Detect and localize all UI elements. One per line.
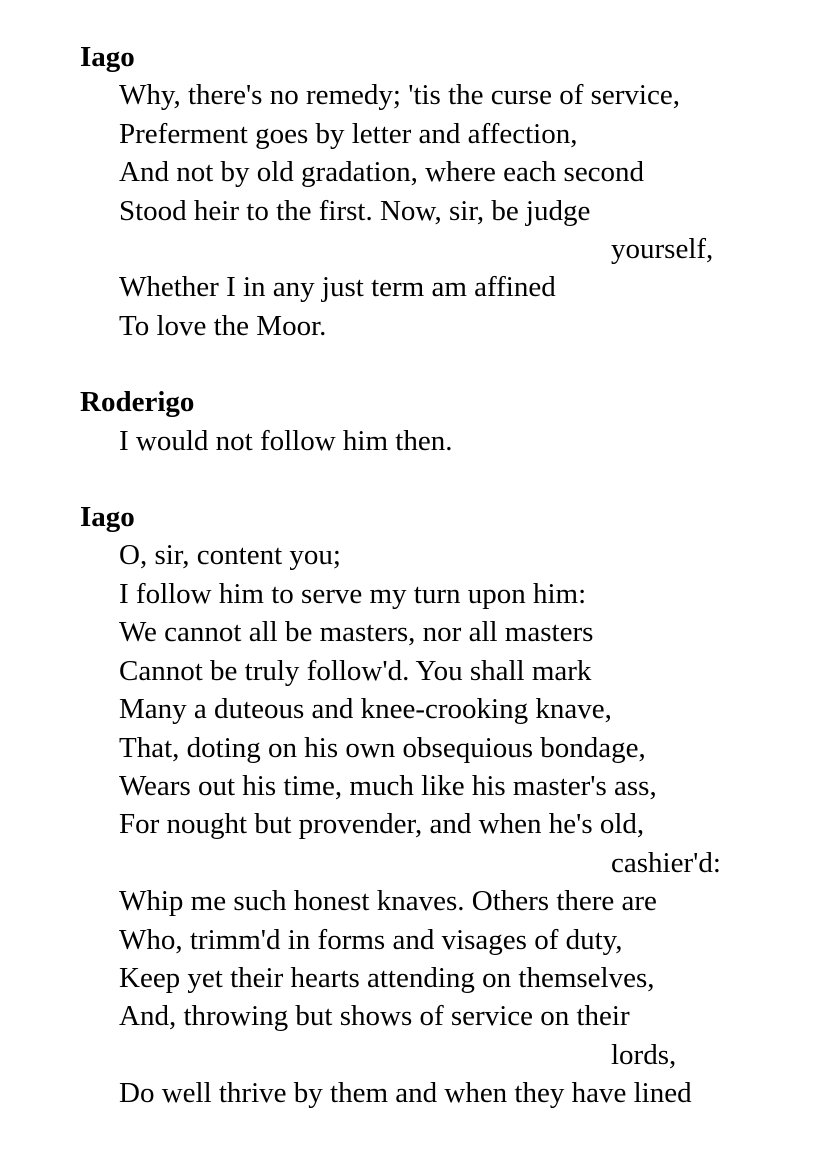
verse-line: That, doting on his own obsequious bondage, — [119, 731, 646, 764]
verse-line: Cannot be truly follow'd. You shall mark — [119, 654, 592, 687]
verse-line: Keep yet their hearts attending on themselves, — [119, 961, 655, 994]
verse-line: To love the Moor. — [119, 309, 327, 342]
speaker-name: Roderigo — [80, 386, 195, 419]
verse-line: Preferment goes by letter and affection, — [119, 117, 578, 150]
script-text — [0, 38, 827, 1151]
verse-line-continuation: yourself, — [611, 233, 714, 266]
verse-line: Stood heir to the first. Now, sir, be judge — [119, 194, 591, 227]
speech-block — [0, 383, 827, 460]
verse-line: I would not follow him then. — [119, 424, 453, 457]
speech-block — [0, 498, 827, 1113]
verse-line: Who, trimm'd in forms and visages of duty, — [119, 923, 623, 956]
verse-line-continuation: lords, — [611, 1038, 677, 1071]
verse-line: Do well thrive by them and when they have lined — [119, 1077, 692, 1110]
verse-line: And, throwing but shows of service on their — [119, 1000, 630, 1033]
verse-line: We cannot all be masters, nor all masters — [119, 616, 594, 649]
verse-line: Whether I in any just term am affined — [119, 271, 556, 304]
verse-line-continuation: cashier'd: — [611, 846, 721, 879]
speaker-name: Iago — [80, 41, 135, 73]
verse-line: And not by old gradation, where each second — [119, 156, 645, 189]
verse-line: For nought but provender, and when he's old, — [119, 808, 645, 841]
speech-block — [0, 38, 827, 345]
verse-line: Wears out his time, much like his master's ass, — [119, 769, 657, 802]
verse-line: Why, there's no remedy; 'tis the curse of service, — [119, 79, 680, 112]
verse-line: O, sir, content you; — [119, 539, 341, 572]
speaker-name: Iago — [80, 501, 135, 534]
verse-line: Whip me such honest knaves. Others there are — [119, 885, 657, 918]
verse-line: I follow him to serve my turn upon him: — [119, 577, 587, 610]
verse-line: Many a duteous and knee-crooking knave, — [119, 693, 612, 726]
